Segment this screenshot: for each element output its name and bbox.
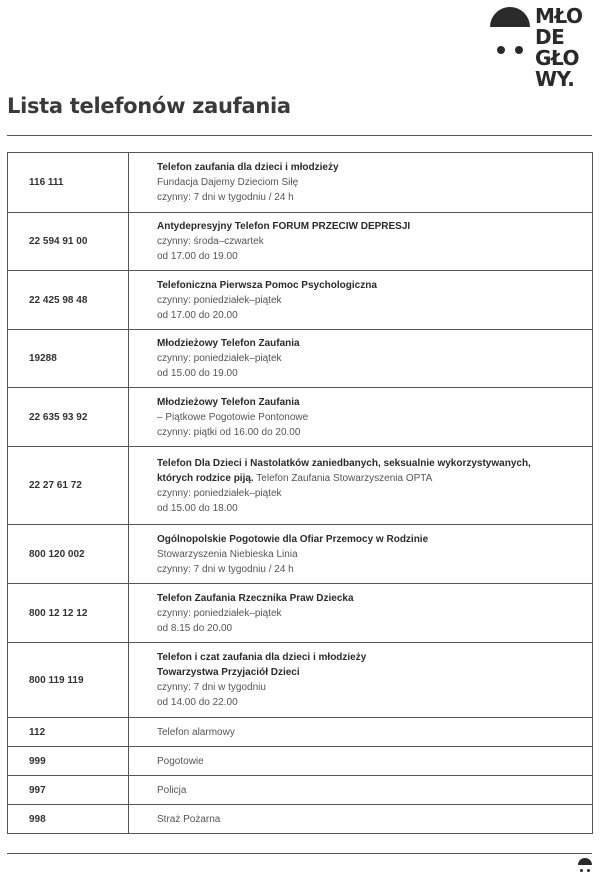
phone-number: 22 425 98 48 (8, 271, 129, 330)
helpline-detail: od 17.00 do 19.00 (157, 251, 238, 262)
phone-number: 22 594 91 00 (8, 213, 129, 271)
helpline-name: Antydepresyjny Telefon FORUM PRZECIW DEPRESJI (157, 221, 411, 232)
helpline-description (129, 213, 593, 271)
logo-line: DE (535, 25, 565, 49)
helpline-detail: Telefon Zaufania Stowarzyszenia OPTA (253, 472, 433, 484)
description-line (157, 395, 592, 410)
helpline-name: Ogólnopolskie Pogotowie dla Ofiar Przemocy w Rodzinie (157, 533, 429, 545)
description-line (157, 812, 592, 827)
table-row (8, 330, 593, 388)
helpline-detail: czynny: 7 dni w tygodniu / 24 h (157, 563, 294, 575)
footer-logo-icon (578, 858, 592, 873)
description-line (157, 160, 592, 175)
logo-line: GŁO (535, 46, 580, 70)
helpline-description (129, 388, 593, 447)
phone-number: 997 (8, 776, 129, 805)
description-line (157, 606, 592, 621)
helpline-detail: od 8.15 do 20.00 (157, 622, 233, 634)
table-row (8, 271, 593, 330)
phone-number: 112 (8, 718, 129, 747)
helpline-detail: czynny: poniedziałek–piątek (157, 487, 282, 499)
helpline-detail: Stowarzyszenia Niebieska Linia (157, 548, 298, 560)
description-line (157, 783, 592, 798)
helpline-detail: czynny: środa–czwartek (157, 236, 264, 247)
helpline-detail: czynny: 7 dni w tygodniu / 24 h (157, 192, 294, 203)
description-line (157, 695, 592, 710)
description-line (157, 336, 592, 351)
helpline-name: Telefoniczna Pierwsza Pomoc Psychologiczna (157, 279, 377, 291)
helpline-name: Telefon Zaufania Rzecznika Praw Dziecka (157, 592, 354, 604)
phone-number: 19288 (8, 330, 129, 388)
helpline-description (129, 584, 593, 643)
helpline-detail: od 15.00 do 19.00 (157, 368, 238, 379)
description-line (157, 249, 592, 264)
helpline-detail: czynny: 7 dni w tygodniu (157, 682, 266, 693)
table-row (8, 584, 593, 643)
description-line (157, 486, 592, 501)
table-row (8, 643, 593, 718)
description-line (157, 680, 592, 695)
description-line (157, 366, 592, 381)
bottom-divider (7, 853, 592, 854)
description-line (157, 725, 592, 740)
phone-number: 998 (8, 805, 129, 834)
description-line (157, 234, 592, 249)
helpline-name: Młodzieżowy Telefon Zaufania (157, 338, 300, 349)
helpline-description (129, 747, 593, 776)
description-line (157, 351, 592, 366)
description-line (157, 547, 592, 562)
description-line (157, 501, 592, 516)
helpline-name: Telefon zaufania dla dzieci i młodzieży (157, 162, 339, 173)
description-line (157, 471, 592, 486)
phone-number: 116 111 (8, 153, 129, 213)
description-line (157, 532, 592, 547)
helpline-table (7, 152, 593, 834)
helpline-detail: Straż Pożarna (157, 813, 221, 825)
helpline-description (129, 718, 593, 747)
description-line (157, 650, 592, 665)
helpline-detail: od 15.00 do 18.00 (157, 502, 238, 514)
phone-number: 800 120 002 (8, 525, 129, 584)
helpline-description (129, 805, 593, 834)
table-row (8, 213, 593, 271)
table-row (8, 776, 593, 805)
page-title: Lista telefonów zaufania (7, 94, 291, 118)
helpline-detail: od 14.00 do 22.00 (157, 697, 238, 708)
description-line (157, 278, 592, 293)
description-line (157, 190, 592, 205)
helpline-description (129, 525, 593, 584)
top-divider (7, 135, 592, 136)
helpline-description (129, 271, 593, 330)
table-row (8, 718, 593, 747)
logo-dot-icon (497, 46, 505, 54)
description-line (157, 562, 592, 577)
helpline-detail: czynny: poniedziałek–piątek (157, 353, 282, 364)
helpline-detail: od 17.00 do 20.00 (157, 309, 238, 321)
phone-number: 22 635 93 92 (8, 388, 129, 447)
description-line (157, 175, 592, 190)
helpline-description (129, 776, 593, 805)
logo-line: WY. (535, 67, 575, 91)
description-line (157, 410, 592, 425)
helpline-description (129, 330, 593, 388)
helpline-detail: Policja (157, 784, 187, 796)
logo-dome-icon (490, 7, 530, 27)
phone-number: 800 119 119 (8, 643, 129, 718)
helpline-name: których rodzice piją. (157, 472, 254, 484)
helpline-description (129, 153, 593, 213)
helpline-name: Telefon i czat zaufania dla dzieci i młodzieży (157, 652, 367, 663)
description-line (157, 456, 592, 471)
description-line (157, 308, 592, 323)
helpline-description (129, 643, 593, 718)
phone-number: 22 27 61 72 (8, 447, 129, 525)
helpline-name: Towarzystwa Przyjaciół Dzieci (157, 667, 300, 678)
logo-wordmark (535, 6, 583, 90)
description-line (157, 754, 592, 769)
helpline-name: Telefon Dla Dzieci i Nastolatków zaniedbanych, seksualnie wykorzystywanych, (157, 457, 531, 469)
helpline-detail: Fundacja Dajemy Dzieciom Siłę (157, 177, 299, 188)
helpline-detail: – Piątkowe Pogotowie Pontonowe (157, 411, 309, 423)
table-row (8, 805, 593, 834)
table-row (8, 153, 593, 213)
helpline-detail: Telefon alarmowy (157, 726, 235, 738)
helpline-name: Młodzieżowy Telefon Zaufania (157, 396, 300, 408)
description-line (157, 425, 592, 440)
logo-line: MŁO (535, 4, 583, 28)
helpline-detail: czynny: piątki od 16.00 do 20.00 (157, 426, 301, 438)
helpline-description (129, 447, 593, 525)
phone-number: 800 12 12 12 (8, 584, 129, 643)
logo-dot-icon (515, 46, 523, 54)
description-line (157, 219, 592, 234)
table-row (8, 388, 593, 447)
helpline-detail: Pogotowie (157, 755, 204, 767)
helpline-detail: czynny: poniedziałek–piątek (157, 607, 282, 619)
description-line (157, 293, 592, 308)
description-line (157, 621, 592, 636)
table-row (8, 525, 593, 584)
table-row (8, 447, 593, 525)
helpline-detail: czynny: poniedziałek–piątek (157, 294, 282, 306)
description-line (157, 591, 592, 606)
table-row (8, 747, 593, 776)
mlode-glowy-logo (490, 6, 590, 102)
description-line (157, 665, 592, 680)
phone-number: 999 (8, 747, 129, 776)
